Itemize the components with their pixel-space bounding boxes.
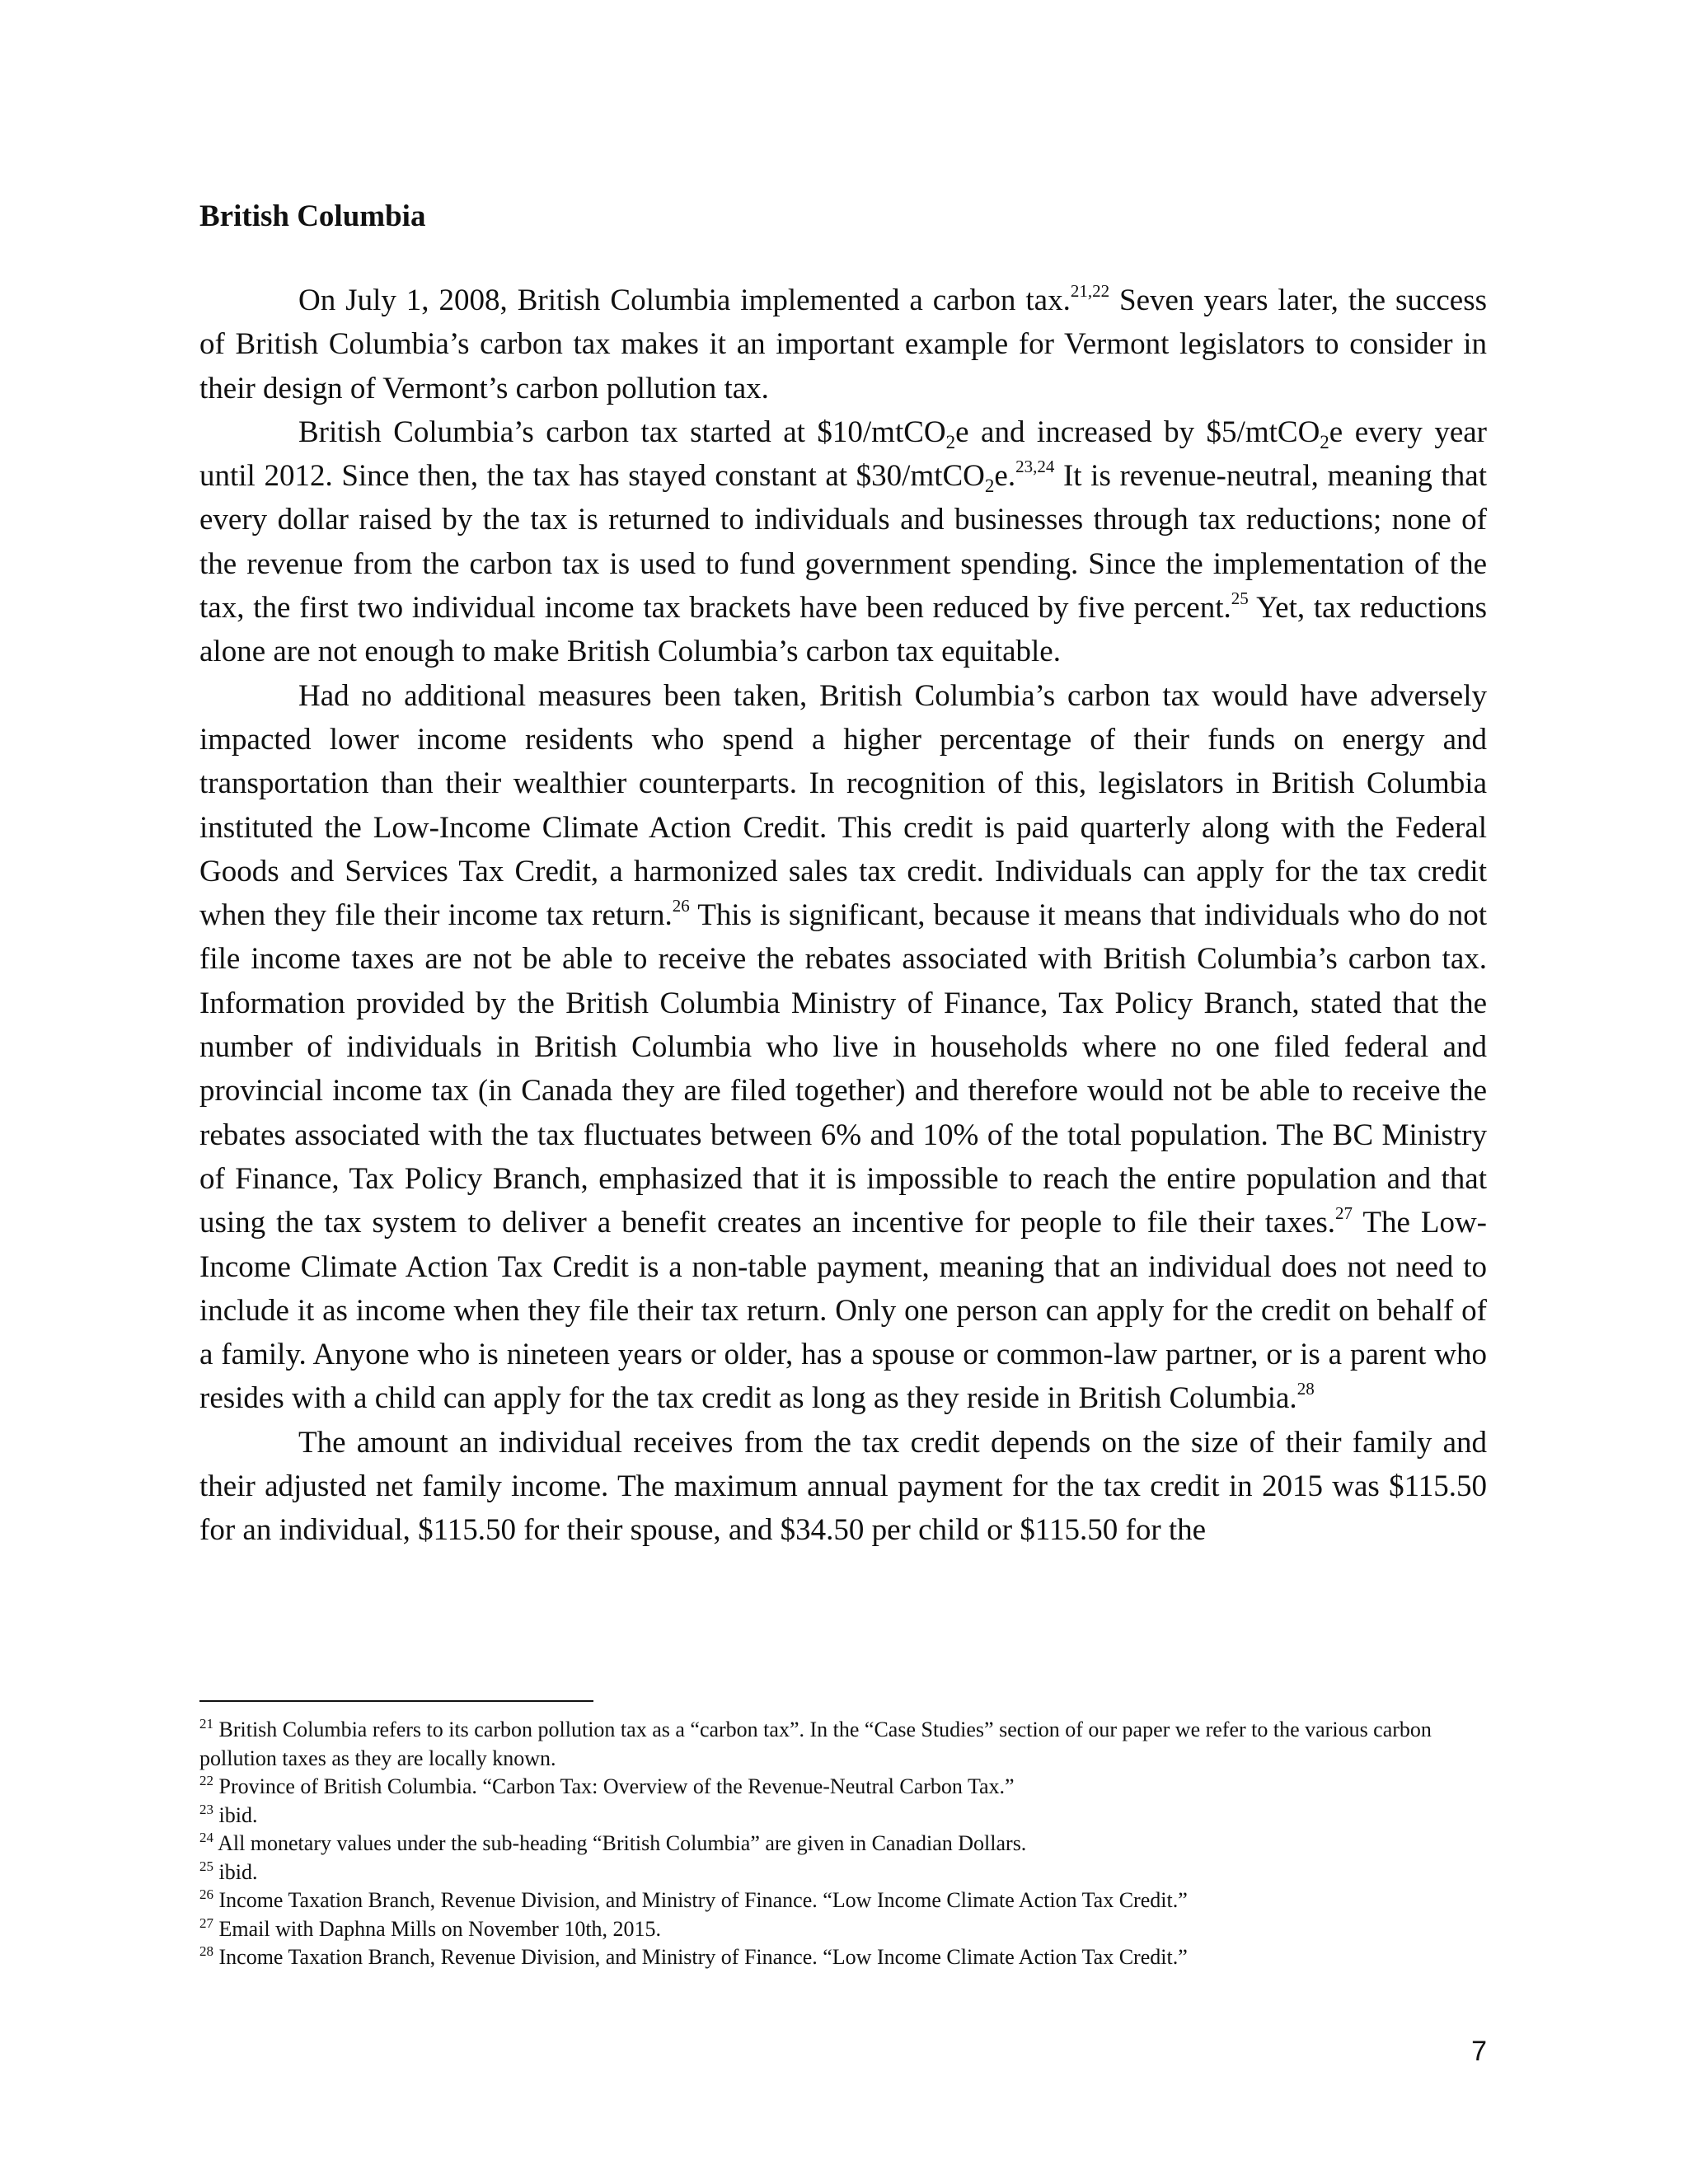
footnote-28 [199, 1943, 1487, 1972]
footnote-25 [199, 1858, 1487, 1887]
paragraph-4-text-a: The amount an individual receives from the tax credit depends on the size of their family and their adjusted net family income. The maximum annual payment for the tax credit in 2015 was $115.50 for an individual, $115.50 for their spouse, and $34.50 per child or $115.50 for the [199, 1425, 1487, 1548]
footnote-divider [199, 1700, 593, 1702]
paragraph-1-text-a: On July 1, 2008, British Columbia implemented a carbon tax. [298, 284, 1071, 317]
footnote-26 [199, 1886, 1487, 1915]
section-heading: British Columbia [199, 199, 426, 233]
paragraph-1 [199, 279, 1487, 410]
footnotes [199, 1716, 1487, 1972]
footnote-number: 21 [199, 1716, 213, 1732]
paragraph-2-text-c: e every year until 2012. Since then, the tax has stayed constant at $30/mtCO [199, 415, 1487, 494]
footnote-number: 26 [199, 1886, 213, 1902]
subscript-2: 2 [1320, 431, 1329, 452]
paragraph-3-text-a: Had no additional measures been taken, British Columbia’s carbon tax would have adversely impacted lower income residents who spend a higher percentage of their funds on energy and transportation than their wealthier counterparts. In recognition of this, legislators in British Columbia instituted the Low-Income Climate Action Credit. This credit is paid quarterly along with the Federal Goods and Services Tax Credit, a harmonized sales tax credit. Individuals can apply for the tax credit when they file their income tax return. [199, 678, 1487, 933]
footnote-23 [199, 1802, 1487, 1830]
paragraph-2-text-b: e and increased by $5/mtCO [955, 415, 1320, 449]
footnote-27 [199, 1915, 1487, 1944]
footnote-text: Income Taxation Branch, Revenue Division, and Ministry of Finance. “Low Income Climate Action Tax Credit.” [213, 1888, 1188, 1912]
footnote-ref-25: 25 [1231, 588, 1249, 609]
footnote-text: Email with Daphna Mills on November 10th, 2015. [213, 1916, 662, 1941]
footnote-text: ibid. [213, 1802, 258, 1827]
footnote-ref-27: 27 [1335, 1203, 1353, 1224]
footnote-text: ibid. [213, 1859, 258, 1884]
paragraph-4 [199, 1421, 1487, 1553]
paragraph-3-text-b: This is significant, because it means that individuals who do not file income taxes are not be able to receive the rebates associated with British Columbia’s carbon tax. Information provided by the British Columbia Ministry of Finance, Tax Policy Branch, stated that the number of individuals in British Columbia who live in households where no one filed federal and provincial income tax (in Canada they are filed together) and therefore would not be able to receive the rebates associated with the tax fluctuates between 6% and 10% of the total population. The BC Ministry of Finance, Tax Policy Branch, emphasized that it is impossible to reach the entire population and that using the tax system to deliver a benefit creates an incentive for people to file their taxes. [199, 898, 1487, 1240]
footnote-ref-28: 28 [1296, 1379, 1315, 1399]
footnote-text: Income Taxation Branch, Revenue Division, and Ministry of Finance. “Low Income Climate Action Tax Credit.” [213, 1945, 1188, 1969]
footnote-21 [199, 1716, 1487, 1773]
footnote-text: All monetary values under the sub-heading “British Columbia” are given in Canadian Dollars. [213, 1831, 1027, 1855]
paragraph-3-text-c: The Low-Income Climate Action Tax Credit is a non-table payment, meaning that an individual does not need to include it as income when they file their tax return. Only one person can apply for the credit on behalf of a family. Anyone who is nineteen years or older, has a spouse or common-law partner, or is a parent who resides with a child can apply for the tax credit as long as they reside in British Columbia. [199, 1206, 1487, 1416]
footnote-number: 23 [199, 1801, 213, 1817]
footnote-text: British Columbia refers to its carbon pollution tax as a “carbon tax”. In the “Case Studies” section of our paper we refer to the various carbon pollution taxes as they are locally known. [199, 1718, 1432, 1770]
footnote-text: Province of British Columbia. “Carbon Tax: Overview of the Revenue-Neutral Carbon Tax.” [213, 1774, 1015, 1798]
paragraph-2 [199, 410, 1487, 674]
footnote-number: 27 [199, 1915, 213, 1931]
footnote-number: 25 [199, 1858, 213, 1874]
paragraph-2-text-f: Yet, tax reductions alone are not enough to make British Columbia’s carbon tax equitable. [199, 591, 1487, 669]
footnote-24 [199, 1830, 1487, 1858]
subscript-2: 2 [984, 476, 995, 497]
subscript-2: 2 [945, 431, 956, 452]
paragraph-2-text-a: British Columbia’s carbon tax started at $10/mtCO [298, 415, 946, 449]
page-number: 7 [1471, 2036, 1487, 2067]
body-text [199, 279, 1487, 1553]
footnote-number: 22 [199, 1773, 213, 1788]
paragraph-2-text-e: It is revenue-neutral, meaning that every dollar raised by the tax is returned to individuals and businesses through tax reductions; none of the revenue from the carbon tax is used to fund government spending. Since the implementation of the tax, the first two individual income tax brackets have been reduced by five percent. [199, 459, 1487, 626]
footnote-22 [199, 1773, 1487, 1802]
paragraph-3 [199, 674, 1487, 1421]
paragraph-2-text-d: e. [994, 459, 1016, 494]
footnote-number: 24 [199, 1830, 213, 1845]
footnote-ref-23-24: 23,24 [1015, 457, 1055, 477]
footnote-ref-21-22: 21,22 [1070, 281, 1110, 301]
paragraph-1-text-b: Seven years later, the success of British Columbia’s carbon tax makes it an important example for Vermont legislators to consider in their design of Vermont’s carbon pollution tax. [199, 284, 1487, 405]
footnote-ref-26: 26 [672, 896, 690, 916]
footnote-number: 28 [199, 1943, 213, 1959]
